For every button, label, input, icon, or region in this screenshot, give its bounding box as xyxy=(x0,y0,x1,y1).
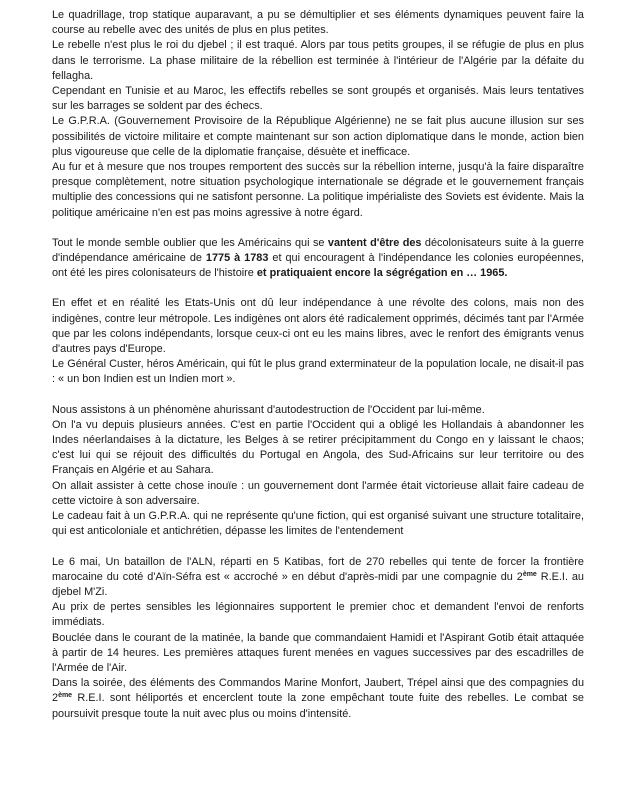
paragraph-tunisie-maroc: Cependant en Tunisie et au Maroc, les effectifs rebelles se sont groupés et organisés. Mais leurs tentatives sur les barrages se soldent par des échecs. xyxy=(52,85,584,113)
bold-run: 1775 à 1783 xyxy=(205,252,269,265)
paragraph-cadeau: Le cadeau fait à un G.P.R.A. qui ne représente qu'une fiction, qui est organisé suivant une structure totalitaire, qui est anticoloniale et antichrétien, dépasse les limites de l'entendement xyxy=(52,510,584,538)
text-run: décolonisateurs suite à la guerre d'indépendance américaine de xyxy=(52,236,584,265)
paragraph-gap xyxy=(52,388,584,403)
text-run: Dans la soirée, des éléments des Commandos Marine Monfort, Jaubert, Trépel ainsi que des compagnies du 2 xyxy=(52,677,584,705)
paragraph-americains xyxy=(52,236,584,282)
paragraph-soiree xyxy=(52,676,584,722)
paragraph-chose-inouie: On allait assister à cette chose inouïe : un gouvernement dont l'armée était victorieuse allait faire cadeau de cette victoire à son adversaire. xyxy=(52,479,584,507)
paragraph-gap xyxy=(52,281,584,296)
paragraph-occident: On l'a vu depuis plusieurs années. C'est en partie l'Occident qui a obligé les Hollandais à abandonner les Indes néerlandaises à la dictature, les Belges à se retirer précipitamment du Congo en y laissant le chaos; c'est lui qui se réjouit des difficultés du Portugal en Angola, des Sud-Africains sur leur territoire ou des Français en Algérie et au Sahara. xyxy=(52,418,584,477)
paragraph-custer: Le Général Custer, héros Américain, qui fût le plus grand exterminateur de la population locale, ne disait-il pas : « un bon Indien est un Indien mort ». xyxy=(52,358,584,386)
text-run: Tout le monde semble oublier que les Américains qui se xyxy=(52,236,328,249)
paragraph-situation-internationale: Au fur et à mesure que nos troupes remportent des succès sur la rébellion interne, jusqu'à la faire disparaître presque complètement, notre situation psychologique internationale se dégrade et le gouvernement français multiplie des concessions qui ne satisfont personne. La politique impérialiste des Soviets est évidente. Mais la politique américaine n'en est pas moins agressive à notre égard. xyxy=(52,161,584,219)
text-run: Le 6 mai, Un bataillon de l'ALN, réparti en 5 Katibas, fort de 270 rebelles qui tente de forcer la frontière marocaine du coté d'Aïn-Séfra est « accroché » en début d'après-midi par une compagnie du 2 xyxy=(52,555,584,583)
text-run: R.E.I. sont héliportés et encerclent toute la zone empêchant toute fuite des rebelles. Le combat se poursuivit presque toute la nuit avec plus ou moins d'intensité. xyxy=(52,692,584,720)
paragraph-6-mai xyxy=(52,555,584,601)
superscript: ème xyxy=(522,570,537,578)
paragraph-gap xyxy=(52,540,584,555)
text-run: R.E.I. au djebel M'Zi. xyxy=(52,570,584,598)
paragraph-gpra: Le G.P.R.A. (Gouvernement Provisoire de la République Algérienne) ne se fait plus aucune illusion sur ses possibilités de victoire militaire et compte maintenant sur son action diplomatique dans le monde, action bien plus vigoureuse que celle de la diplomatie française, désuète et inefficace. xyxy=(52,115,584,158)
paragraph-pertes: Au prix de pertes sensibles les légionnaires supportent le premier choc et demandent l'envoi de renforts immédiats. xyxy=(52,601,584,629)
paragraph-etats-unis: En effet et en réalité les Etats-Unis ont dû leur indépendance à une révolte des colons, mais non des indigènes, contre leur métropole. Les indigènes ont alors été radicalement opprimés, décimés tant par l'Armée que par les colons indépendants, lorsque ceux-ci ont eu les mains libres, avec le renfort des émigrants venus d'autres pays d'Europe. xyxy=(52,297,584,356)
paragraph-bouclee: Bouclée dans le courant de la matinée, la bande que commandaient Hamidi et l'Aspirant Gotib était attaquée à partir de 14 heures. Les premières attaques furent menées en vagues successives par des escadrilles de l'Armée de l'Air. xyxy=(52,631,584,674)
text-run: et qui encouragent à l'indépendance les colonies européennes, ont été les pires colonisateurs de l'histoire xyxy=(52,252,584,280)
paragraph-quadrillage: Le quadrillage, trop statique auparavant, a pu se démultiplier et ses éléments dynamiques peuvent faire la course au rebelle avec des unités de plus en plus petites. xyxy=(52,9,584,37)
paragraph-gap xyxy=(52,221,584,236)
paragraph-autodestruction: Nous assistons à un phénomène ahurissant d'autodestruction de l'Occident par lui-même. xyxy=(52,403,485,416)
superscript: ème xyxy=(58,692,73,700)
bold-run: vantent d'être des xyxy=(327,236,422,249)
paragraph-rebelle-traque: Le rebelle n'est plus le roi du djebel ; il est traqué. Alors par tous petits groupes, il se réfugie de plus en plus dans le terrorisme. La phase militaire de la rébellion est terminée à l'intérieur de l'Algérie par la défaite du fellagha. xyxy=(52,39,584,82)
bold-run: et pratiquaient encore la ségrégation en … 1965. xyxy=(256,267,508,280)
